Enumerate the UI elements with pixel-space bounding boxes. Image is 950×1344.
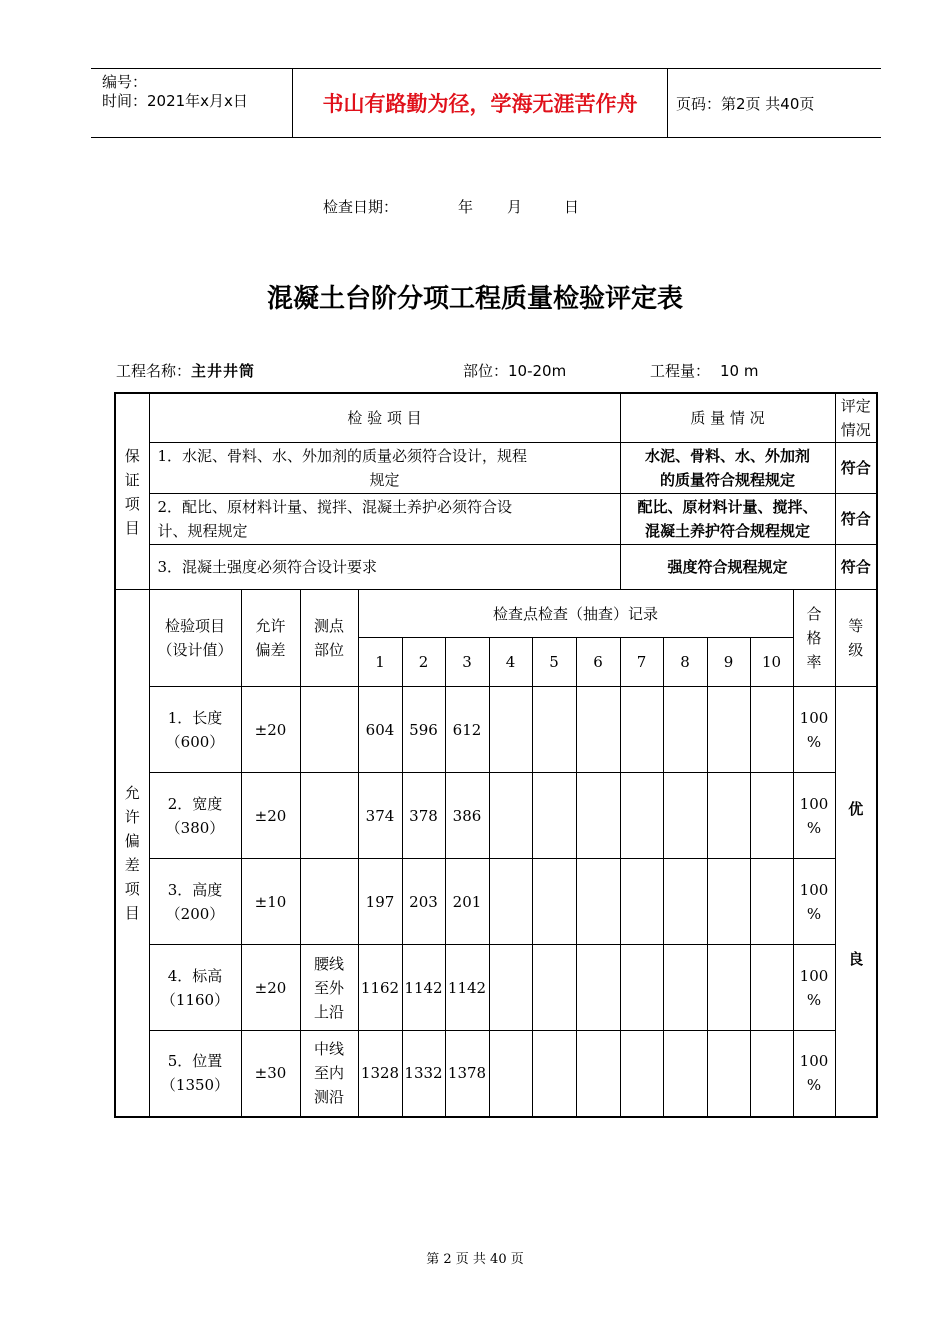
page-footer: 第 2 页 共 40 页 xyxy=(426,1252,524,1267)
pass-rate-unit: % xyxy=(806,990,822,1009)
pass-rate-value: 100 xyxy=(799,794,829,813)
record-value xyxy=(750,773,793,859)
guarantee-item-line: 2．配比、原材料计量、搅拌、混凝土养护必须符合设 xyxy=(157,498,513,516)
guarantee-label-char: 证 xyxy=(124,470,140,489)
record-value xyxy=(576,687,620,773)
guarantee-quality-line: 的质量符合规程规定 xyxy=(659,471,795,489)
record-value xyxy=(489,773,532,859)
page-header xyxy=(91,68,881,138)
header-meta xyxy=(91,69,292,137)
point-number: 4 xyxy=(489,638,532,687)
check-item-design: （600） xyxy=(165,732,225,751)
guarantee-item xyxy=(149,494,620,545)
record-value xyxy=(620,859,663,945)
measure-position-line: 上沿 xyxy=(313,1002,344,1021)
project-name-value: 主井井筒 xyxy=(191,362,256,380)
guarantee-quality-line: 配比、原材料计量、搅拌、 xyxy=(637,498,818,516)
record-value xyxy=(489,687,532,773)
pass-rate-unit: % xyxy=(806,818,822,837)
record-value xyxy=(663,859,707,945)
record-value xyxy=(707,1031,750,1117)
tolerance-row xyxy=(115,945,877,1031)
record-value xyxy=(707,859,750,945)
record-value xyxy=(620,1031,663,1117)
measure-position-line: 中线 xyxy=(313,1040,344,1059)
measure-position-line: 至内 xyxy=(313,1064,344,1083)
guarantee-eval: 符合 xyxy=(835,545,877,590)
col-pass-char: 格 xyxy=(806,629,822,647)
pass-rate-unit: % xyxy=(806,904,822,923)
number-label: 编号： xyxy=(102,73,148,91)
tolerance-value: ±20 xyxy=(241,687,300,773)
col-check-item-line: （设计值） xyxy=(157,641,233,659)
record-value xyxy=(750,945,793,1031)
col-tolerance-line: 偏差 xyxy=(255,641,286,659)
guarantee-quality xyxy=(620,494,835,545)
tolerance-label-char: 差 xyxy=(124,855,140,874)
measure-position-line: 测沿 xyxy=(313,1088,344,1107)
record-value xyxy=(576,1031,620,1117)
col-pass-char: 率 xyxy=(806,653,822,671)
measure-position-line: 至外 xyxy=(313,978,344,997)
col-record: 检查点检查（抽查）记录 xyxy=(358,590,793,638)
tolerance-value: ±20 xyxy=(241,773,300,859)
record-value: 604 xyxy=(358,687,402,773)
record-value: 1142 xyxy=(445,945,489,1031)
col-check-item xyxy=(149,590,241,687)
record-value xyxy=(750,687,793,773)
col-check-item-line: 检验项目 xyxy=(164,617,225,635)
measure-position xyxy=(300,1031,358,1117)
tolerance-row xyxy=(115,859,877,945)
record-value: 374 xyxy=(358,773,402,859)
pass-rate-value: 100 xyxy=(799,966,829,985)
col-grade-char: 级 xyxy=(848,641,864,659)
check-item-design: （1160） xyxy=(160,990,230,1009)
point-number: 3 xyxy=(445,638,489,687)
guarantee-quality-line: 混凝土养护符合规程规定 xyxy=(644,522,810,540)
tolerance-value: ±30 xyxy=(241,1031,300,1117)
check-item-design: （380） xyxy=(165,818,225,837)
measure-position xyxy=(300,859,358,945)
col-eval-header: 评定情况 xyxy=(835,393,877,443)
col-pass-rate xyxy=(793,590,835,687)
record-value: 1328 xyxy=(358,1031,402,1117)
record-value xyxy=(663,687,707,773)
record-value xyxy=(532,945,576,1031)
check-item-name: 5．位置 xyxy=(167,1052,223,1071)
guarantee-label-char: 目 xyxy=(124,518,140,537)
record-value: 1162 xyxy=(358,945,402,1031)
record-value: 203 xyxy=(402,859,445,945)
project-quantity-value: 10 m xyxy=(720,362,759,380)
check-date-day: 日 xyxy=(564,198,580,216)
point-number: 5 xyxy=(532,638,576,687)
pass-rate xyxy=(793,773,835,859)
pass-rate-unit: % xyxy=(806,732,822,751)
record-value: 378 xyxy=(402,773,445,859)
record-value xyxy=(707,687,750,773)
col-position-line: 部位 xyxy=(313,641,344,659)
guarantee-label-char: 保 xyxy=(124,446,140,465)
record-value xyxy=(750,859,793,945)
tolerance-header-row xyxy=(115,590,877,638)
check-item-design: （200） xyxy=(165,904,225,923)
record-value xyxy=(489,945,532,1031)
pass-rate xyxy=(793,945,835,1031)
time-label: 时间：2021年x月x日 xyxy=(102,92,248,110)
grade-value xyxy=(835,687,877,1117)
guarantee-item xyxy=(149,443,620,494)
pass-rate-unit: % xyxy=(806,1076,822,1095)
col-tolerance xyxy=(241,590,300,687)
check-item xyxy=(149,773,241,859)
check-date-year: 年 xyxy=(458,198,474,216)
tolerance-section-label xyxy=(115,590,149,1117)
check-item-design: （1350） xyxy=(160,1076,230,1095)
evaluation-table xyxy=(114,392,878,1118)
project-quantity-label: 工程量： xyxy=(650,362,711,380)
header-page-info: 页码：第2页 共40页 xyxy=(676,94,815,113)
record-value: 1142 xyxy=(402,945,445,1031)
record-value xyxy=(532,1031,576,1117)
guarantee-item: 3．混凝土强度必须符合设计要求 xyxy=(149,545,620,590)
record-value xyxy=(489,1031,532,1117)
measure-position xyxy=(300,687,358,773)
guarantee-header-row xyxy=(115,393,877,443)
record-value xyxy=(663,773,707,859)
record-value xyxy=(620,773,663,859)
col-grade xyxy=(835,590,877,687)
check-date-month: 月 xyxy=(507,198,523,216)
measure-position-line: 腰线 xyxy=(313,954,344,973)
check-item xyxy=(149,859,241,945)
pass-rate-value: 100 xyxy=(799,880,829,899)
col-item-header: 检 验 项 目 xyxy=(149,393,620,443)
tolerance-value: ±20 xyxy=(241,945,300,1031)
guarantee-label-char: 项 xyxy=(124,494,140,513)
record-value: 386 xyxy=(445,773,489,859)
record-value xyxy=(532,773,576,859)
col-pass-char: 合 xyxy=(806,605,822,623)
guarantee-item-line: 1．水泥、骨料、水、外加剂的质量必须符合设计，规程 xyxy=(157,447,528,465)
record-value xyxy=(620,687,663,773)
point-number: 2 xyxy=(402,638,445,687)
col-position-line: 测点 xyxy=(313,617,344,635)
check-item-name: 4．标高 xyxy=(167,966,223,985)
guarantee-eval: 符合 xyxy=(835,494,877,545)
point-number: 8 xyxy=(663,638,707,687)
pass-rate-value: 100 xyxy=(799,1052,829,1071)
record-value xyxy=(576,945,620,1031)
tolerance-row xyxy=(115,773,877,859)
project-name xyxy=(116,360,255,381)
page-title: 混凝土台阶分项工程质量检验评定表 xyxy=(266,284,683,314)
measure-position xyxy=(300,773,358,859)
point-number: 9 xyxy=(707,638,750,687)
header-motto: 书山有路勤为径，学海无涯苦作舟 xyxy=(292,69,668,137)
tolerance-row xyxy=(115,687,877,773)
tolerance-label-char: 项 xyxy=(124,879,140,898)
record-value: 201 xyxy=(445,859,489,945)
guarantee-eval: 符合 xyxy=(835,443,877,494)
record-value xyxy=(663,1031,707,1117)
record-value: 612 xyxy=(445,687,489,773)
col-tolerance-line: 允许 xyxy=(255,617,286,635)
col-grade-char: 等 xyxy=(848,617,864,635)
guarantee-quality-line: 水泥、骨料、水、外加剂 xyxy=(644,447,810,465)
tolerance-label-char: 许 xyxy=(124,807,140,826)
tolerance-value: ±10 xyxy=(241,859,300,945)
check-date xyxy=(323,196,579,217)
pass-rate-value: 100 xyxy=(799,708,829,727)
record-value xyxy=(532,687,576,773)
project-quantity xyxy=(650,360,758,381)
project-part: 部位：10-20m xyxy=(463,362,567,380)
tolerance-label-char: 目 xyxy=(124,903,140,922)
tolerance-label-char: 允 xyxy=(124,783,140,802)
guarantee-row xyxy=(115,443,877,494)
col-quality-header: 质 量 情 况 xyxy=(620,393,835,443)
col-position xyxy=(300,590,358,687)
check-date-label: 检查日期： xyxy=(323,198,399,216)
record-value xyxy=(620,945,663,1031)
record-value xyxy=(750,1031,793,1117)
guarantee-quality: 强度符合规程规定 xyxy=(620,545,835,590)
grade-char: 优 xyxy=(848,800,864,819)
measure-position xyxy=(300,945,358,1031)
guarantee-section-label xyxy=(115,393,149,590)
record-value: 596 xyxy=(402,687,445,773)
guarantee-item-line: 计、规程规定 xyxy=(157,522,248,540)
tolerance-row xyxy=(115,1031,877,1117)
record-value xyxy=(576,859,620,945)
point-number: 10 xyxy=(750,638,793,687)
record-value xyxy=(707,773,750,859)
record-value xyxy=(663,945,707,1031)
check-item-name: 2．宽度 xyxy=(167,794,223,813)
grade-char: 良 xyxy=(848,950,864,969)
check-item-name: 1．长度 xyxy=(167,708,223,727)
guarantee-row xyxy=(115,494,877,545)
pass-rate xyxy=(793,687,835,773)
record-value: 1378 xyxy=(445,1031,489,1117)
record-value xyxy=(707,945,750,1031)
record-value xyxy=(489,859,532,945)
guarantee-quality xyxy=(620,443,835,494)
point-number: 7 xyxy=(620,638,663,687)
tolerance-label-char: 偏 xyxy=(124,831,140,850)
project-name-label: 工程名称： xyxy=(116,362,192,380)
check-item xyxy=(149,1031,241,1117)
check-item xyxy=(149,687,241,773)
pass-rate xyxy=(793,859,835,945)
record-value xyxy=(532,859,576,945)
check-item xyxy=(149,945,241,1031)
record-value xyxy=(576,773,620,859)
guarantee-item-line: 规定 xyxy=(369,471,400,489)
pass-rate xyxy=(793,1031,835,1117)
guarantee-row xyxy=(115,545,877,590)
record-value: 1332 xyxy=(402,1031,445,1117)
record-value: 197 xyxy=(358,859,402,945)
point-number: 1 xyxy=(358,638,402,687)
check-item-name: 3．高度 xyxy=(167,880,223,899)
point-number: 6 xyxy=(576,638,620,687)
